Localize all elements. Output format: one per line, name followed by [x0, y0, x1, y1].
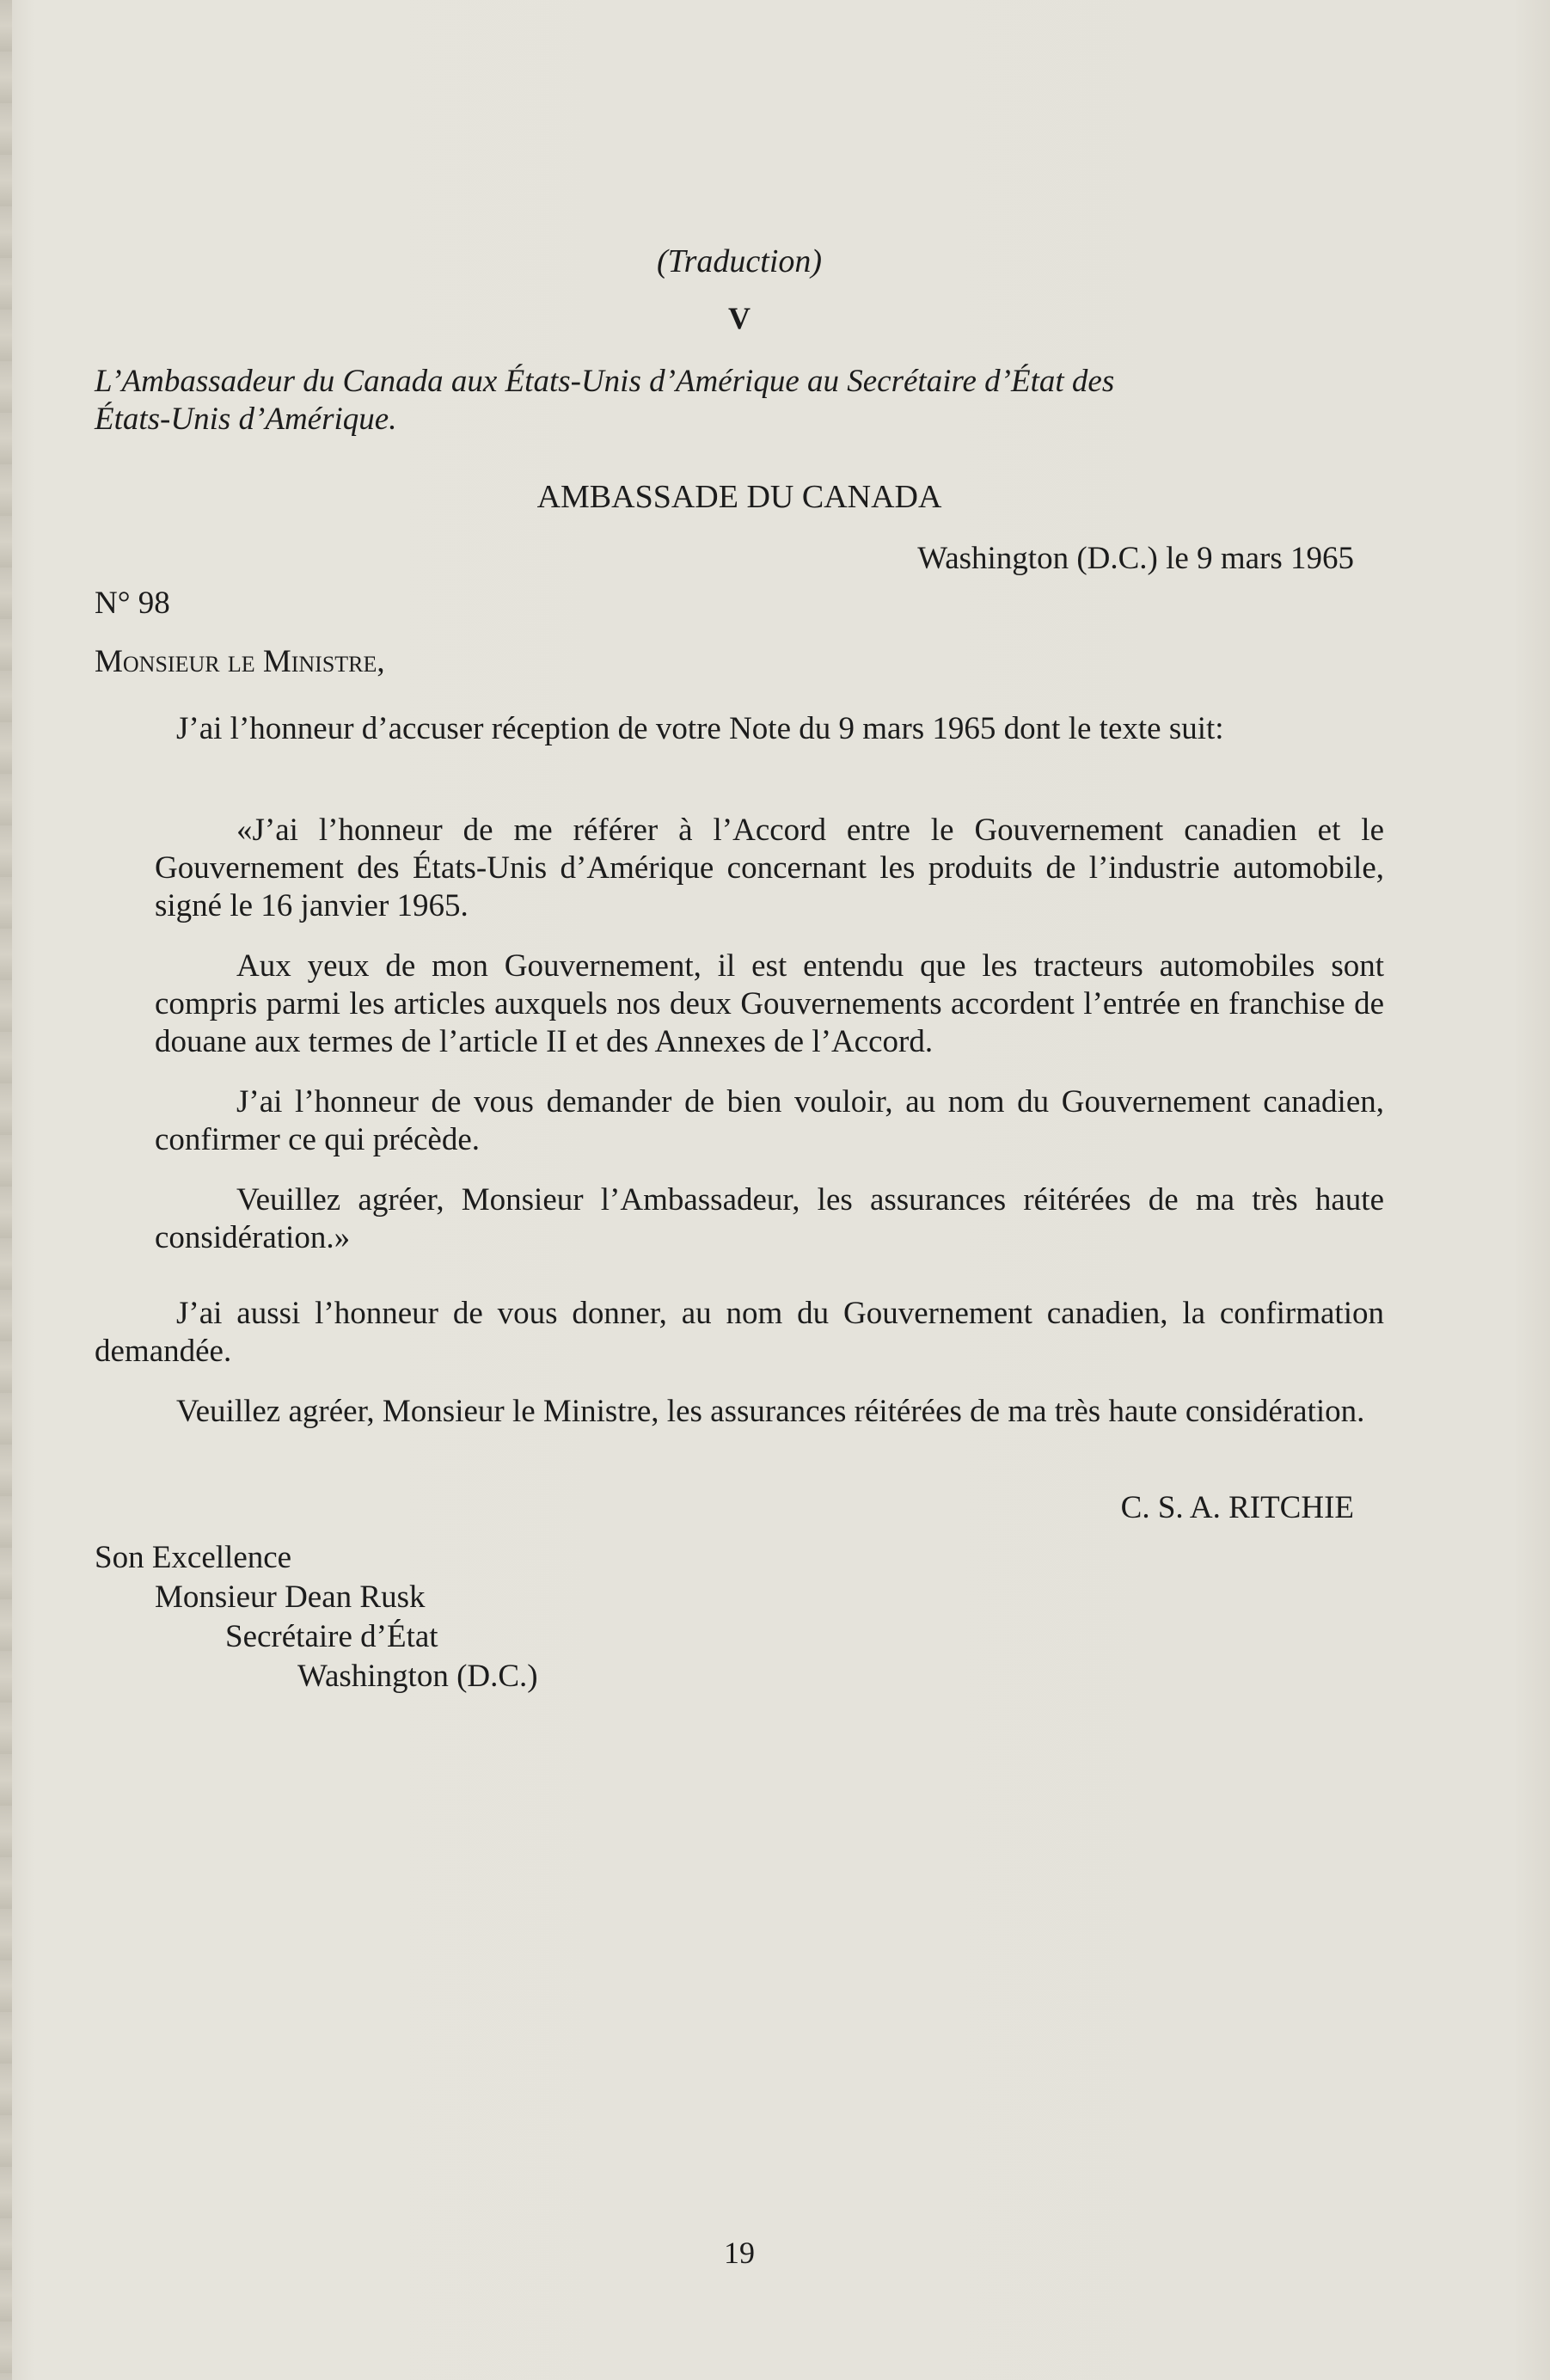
quote-paragraph-4: Veuillez agréer, Monsieur l’Ambassadeur, les assurances réitérées de ma très haute considération.» — [155, 1182, 1384, 1255]
address-line-4: Washington (D.C.) — [297, 1659, 538, 1694]
salutation: Monsieur le Ministre, — [95, 644, 385, 679]
signature: C. S. A. RITCHIE — [1120, 1490, 1354, 1525]
paragraph-2-text: J’ai aussi l’honneur de vous donner, au nom du Gouvernement canadien, la confirmation demandée. — [95, 1296, 1384, 1369]
quoted-note — [155, 812, 1384, 1257]
paragraph-3-text: Veuillez agréer, Monsieur le Ministre, les assurances réitérées de ma très haute considération. — [176, 1394, 1365, 1429]
address-line-2: Monsieur Dean Rusk — [155, 1580, 426, 1615]
intro-line-1: L’Ambassadeur du Canada aux États-Unis d’Amérique au Secrétaire d’État des — [95, 364, 1115, 399]
quote-paragraph-1: «J’ai l’honneur de me référer à l’Accord entre le Gouvernement canadien et le Gouvernement des États-Unis d’Amérique concernant les produits de l’industrie automobile, signé le 16 janvier 1965. — [155, 813, 1384, 923]
binding-edge — [0, 0, 12, 2380]
traduction-heading: (Traduction) — [656, 243, 823, 279]
address-line-3: Secrétaire d’État — [225, 1619, 438, 1654]
address-line-1: Son Excellence — [95, 1540, 292, 1575]
paragraph-3 — [95, 1393, 1384, 1431]
quote-paragraph-2: Aux yeux de mon Gouvernement, il est entendu que les tracteurs automobiles sont compris parmi les articles auxquels nos deux Gouvernements accordent l’entrée en franchise de douane aux termes de l’article II et des Annexes de l’Accord. — [155, 948, 1384, 1059]
note-number: N° 98 — [95, 586, 170, 621]
place-date: Washington (D.C.) le 9 mars 1965 — [917, 541, 1354, 576]
intro-line-2: États-Unis d’Amérique. — [95, 402, 397, 437]
page-number: 19 — [724, 2236, 755, 2270]
quote-paragraph-3: J’ai l’honneur de vous demander de bien vouloir, au nom du Gouvernement canadien, confirmer ce qui précède. — [155, 1084, 1384, 1157]
paragraph-1-text: J’ai l’honneur d’accuser réception de votre Note du 9 mars 1965 dont le texte suit: — [176, 711, 1224, 746]
intro-heading — [95, 363, 1384, 439]
paragraph-2 — [95, 1295, 1384, 1371]
paragraph-1 — [95, 710, 1384, 748]
document-number: V — [728, 301, 750, 335]
embassy-heading: AMBASSADE DU CANADA — [536, 479, 942, 515]
